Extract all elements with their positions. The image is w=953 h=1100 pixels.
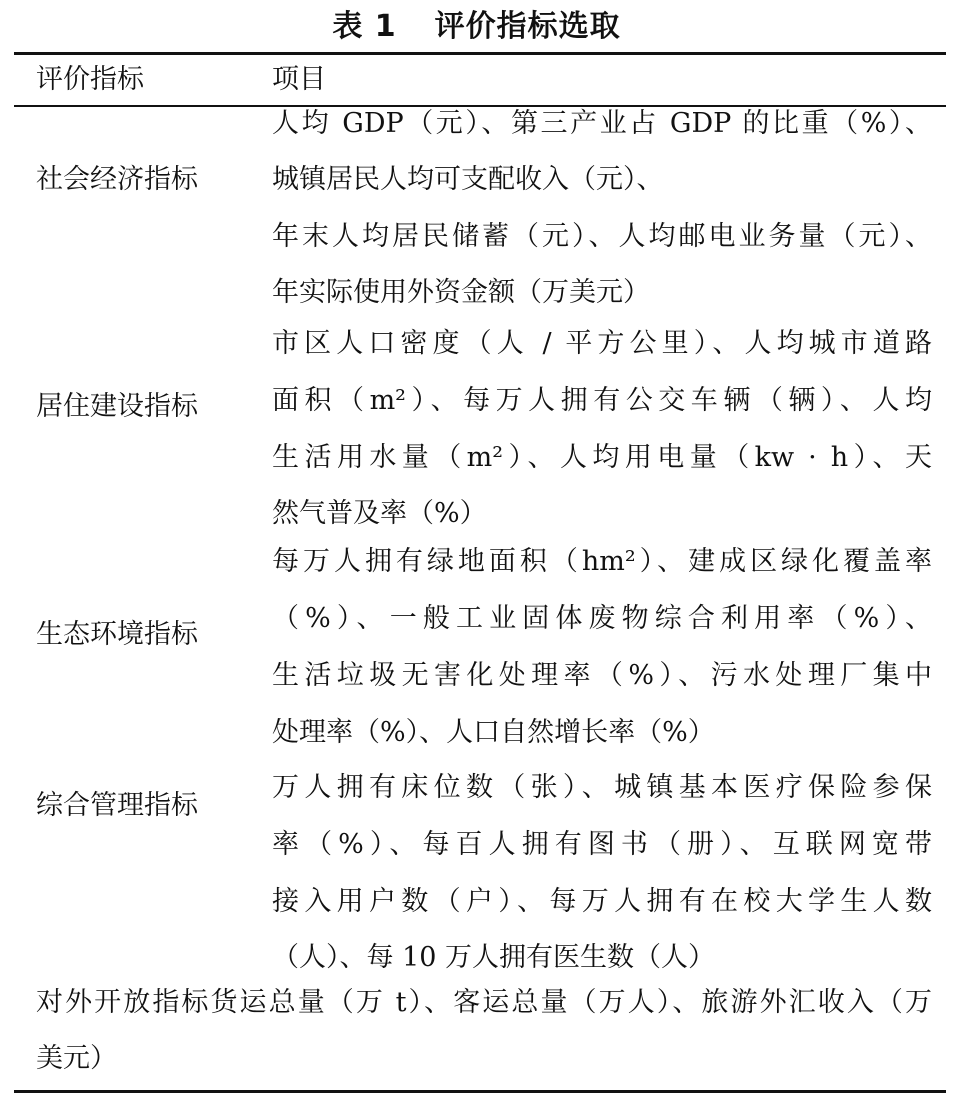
table-title [0, 6, 953, 48]
item-line: 面积（m²）、每万人拥有公交车辆（辆）、人均 [272, 385, 932, 416]
bottom-rule [14, 1090, 946, 1093]
item-line: 市区人口密度（人 / 平方公里）、人均城市道路 [272, 328, 932, 359]
header-items: 项目 [272, 64, 326, 95]
header-indicator: 评价指标 [36, 64, 144, 95]
item-line: （人）、每 10 万人拥有医生数（人） [272, 942, 716, 973]
top-rule [14, 52, 946, 55]
table-title-text: 评价指标选取 [434, 9, 621, 44]
item-line: 生活垃圾无害化处理率（%）、污水处理厂集中 [272, 660, 932, 691]
category-management: 综合管理指标 [36, 790, 198, 821]
item-line: 每万人拥有绿地面积（hm²）、建成区绿化覆盖率 [272, 546, 932, 577]
item-line: 年末人均居民储蓄（元）、人均邮电业务量（元）、 [272, 221, 932, 252]
item-line: 年实际使用外资金额（万美元） [272, 277, 650, 308]
item-line: 处理率（%）、人口自然增长率（%） [272, 717, 715, 748]
table-number: 表 1 [332, 9, 397, 44]
category-socioeconomic: 社会经济指标 [36, 164, 198, 195]
item-line-full: 美元） [36, 1043, 117, 1074]
item-line: （%）、一般工业固体废物综合利用率（%）、 [272, 603, 932, 634]
category-ecology: 生态环境指标 [36, 619, 198, 650]
item-line: 接入用户数（户）、每万人拥有在校大学生人数 [272, 886, 932, 917]
item-line: 万人拥有床位数（张）、城镇基本医疗保险参保 [272, 772, 932, 803]
item-line: 率（%）、每百人拥有图书（册）、互联网宽带 [272, 829, 932, 860]
category-housing: 居住建设指标 [36, 391, 198, 422]
item-line-full: 对外开放指标货运总量（万 t）、客运总量（万人）、旅游外汇收入（万 [36, 987, 932, 1018]
item-line: 城镇居民人均可支配收入（元）、 [272, 164, 664, 195]
item-line: 生活用水量（m²）、人均用电量（kw · h）、天 [272, 442, 932, 473]
item-line: 人均 GDP（元）、第三产业占 GDP 的比重（%）、 [272, 108, 932, 139]
item-line: 然气普及率（%） [272, 498, 487, 529]
